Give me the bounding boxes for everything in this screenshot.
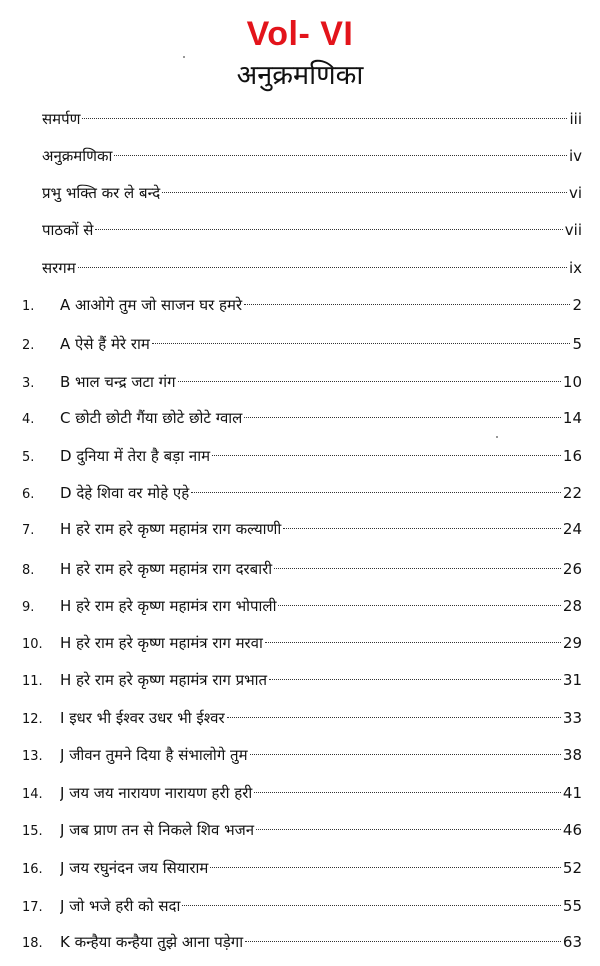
entry-number: 15. [22,824,43,839]
dot-leader [152,343,571,344]
entry-number: 11. [22,674,43,689]
toc-title: J जो भजे हरी को सदा [60,897,181,915]
dot-leader [244,304,570,305]
toc-row [0,630,600,656]
toc-title: H हरे राम हरे कृष्ण महामंत्र राग भोपाली [60,597,277,615]
toc-page-number: 24 [562,520,582,538]
volume-title: Vol- VI [246,15,354,53]
entry-number: 8. [22,563,35,578]
toc-page-number: iii [569,110,582,128]
toc-row [0,893,600,919]
toc-page-number: 5 [572,335,582,353]
toc-title: C छोटी छोटी गैंया छोटे छोटे ग्वाल [60,409,243,427]
dot-leader [250,754,561,755]
toc-page-number: 10 [562,373,582,391]
entry-number: 2. [22,338,35,353]
toc-page-number: ix [568,259,582,277]
dot-leader [278,605,560,606]
toc-page-number: 52 [562,859,582,877]
toc-title: समर्पण [42,110,81,128]
toc-row [0,180,600,206]
entry-number: 18. [22,936,43,951]
toc-title: H हरे राम हरे कृष्ण महामंत्र राग मरवा [60,634,263,652]
toc-page-number: 22 [562,484,582,502]
toc-row [0,667,600,693]
toc-title: J जय रघुनंदन जय सियाराम [60,859,209,877]
dot-leader [178,381,561,382]
toc-title: अनुक्रमणिका [42,147,113,165]
toc-title: सरगम [42,259,76,277]
toc-row [0,556,600,582]
dot-leader [78,267,567,268]
toc-page-number: 41 [562,784,582,802]
toc-row [0,292,600,318]
toc-row [0,742,600,768]
dot-leader [254,792,561,793]
entry-number: 1. [22,299,35,314]
toc-row [0,929,600,955]
toc-row [0,255,600,281]
scan-speck [183,56,185,58]
toc-row [0,405,600,431]
entry-number: 5. [22,450,35,465]
scan-speck [496,436,498,438]
toc-title: A ऐसे हैं मेरे राम [60,335,150,353]
toc-row [0,480,600,506]
toc-row [0,855,600,881]
dot-leader [191,492,561,493]
toc-row [0,143,600,169]
toc-page-number: 55 [562,897,582,915]
toc-page-number: 28 [562,597,582,615]
toc-title: J जय जय नारायण नारायण हरी हरी [60,784,253,802]
dot-leader [210,867,561,868]
toc-title: K कन्हैया कन्हैया तुझे आना पड़ेगा [60,933,244,951]
toc-row [0,369,600,395]
toc-page-number: 33 [562,709,582,727]
entry-number: 9. [22,600,35,615]
toc-title: प्रभु भक्ति कर ले बन्दे [42,184,161,202]
dot-leader [82,118,567,119]
toc-row [0,780,600,806]
dot-leader [182,905,561,906]
toc-row [0,106,600,132]
page-heading: अनुक्रमणिका [236,60,364,91]
dot-leader [283,528,561,529]
dot-leader [274,568,561,569]
dot-leader [95,229,562,230]
dot-leader [244,417,561,418]
toc-row [0,593,600,619]
toc-title: J जीवन तुमने दिया है संभालोगे तुम [60,746,248,764]
entry-number: 16. [22,862,43,877]
dot-leader [162,192,567,193]
dot-leader [245,941,561,942]
toc-row [0,331,600,357]
dot-leader [212,455,561,456]
entry-number: 10. [22,637,43,652]
toc-page-number: 16 [562,447,582,465]
toc-page-number: 2 [572,296,582,314]
entry-number: 3. [22,376,35,391]
toc-title: D देहे शिवा वर मोहे एहे [60,484,190,502]
entry-number: 12. [22,712,43,727]
dot-leader [269,679,561,680]
toc-page-number: vii [564,221,582,239]
toc-page-number: iv [568,147,582,165]
toc-row [0,443,600,469]
toc-title: H हरे राम हरे कृष्ण महामंत्र राग दरबारी [60,560,273,578]
toc-row [0,516,600,542]
toc-title: H हरे राम हरे कृष्ण महामंत्र राग कल्याणी [60,520,282,538]
entry-number: 14. [22,787,43,802]
toc-title: J जब प्राण तन से निकले शिव भजन [60,821,255,839]
dot-leader [227,717,561,718]
toc-row [0,817,600,843]
dot-leader [265,642,561,643]
toc-page-number: 38 [562,746,582,764]
toc-row [0,705,600,731]
toc-title: A आओगे तुम जो साजन घर हमरे [60,296,243,314]
toc-row [0,217,600,243]
entry-number: 13. [22,749,43,764]
toc-page-number: 46 [562,821,582,839]
entry-number: 6. [22,487,35,502]
dot-leader [114,155,567,156]
toc-page-number: 14 [562,409,582,427]
toc-page-number: 29 [562,634,582,652]
toc-title: D दुनिया में तेरा है बड़ा नाम [60,447,211,465]
toc-title: I इधर भी ईश्वर उधर भी ईश्वर [60,709,225,727]
toc-page-number: vi [568,184,582,202]
toc-page-number: 26 [562,560,582,578]
dot-leader [256,829,561,830]
toc-page-number: 31 [562,671,582,689]
entry-number: 7. [22,523,35,538]
toc-title: B भाल चन्द्र जटा गंग [60,373,176,391]
toc-title: H हरे राम हरे कृष्ण महामंत्र राग प्रभात [60,671,268,689]
toc-title: पाठकों से [42,221,94,239]
entry-number: 4. [22,412,35,427]
entry-number: 17. [22,900,43,915]
toc-page-number: 63 [562,933,582,951]
